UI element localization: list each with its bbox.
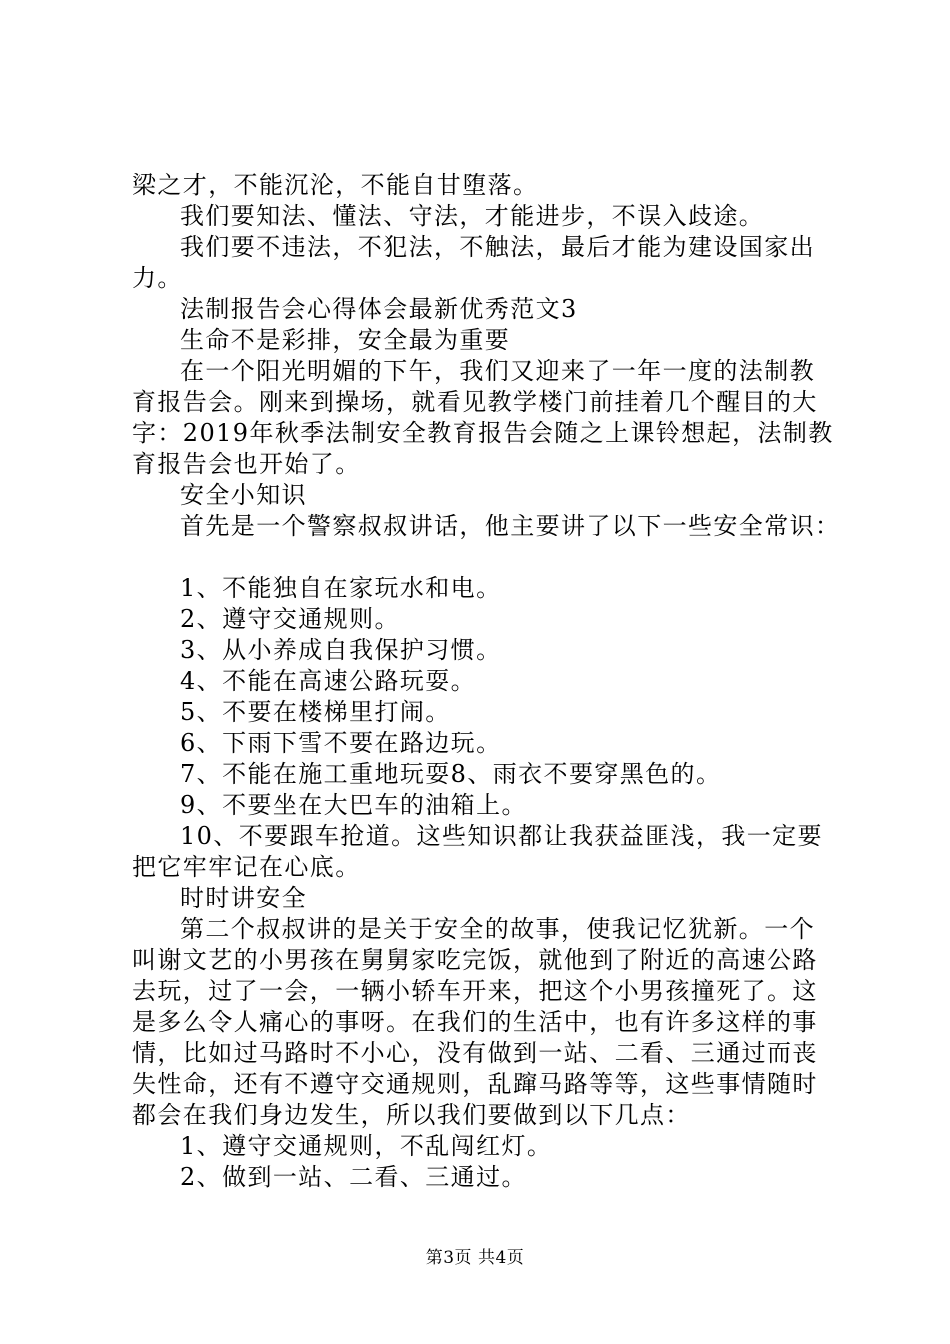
list-item: 5、不要在楼梯里打闹。: [180, 698, 451, 726]
paragraph-line: 梁之才，不能沉沦，不能自甘堕落。: [132, 171, 539, 199]
list-item: 1、遵守交通规则，不乱闯红灯。: [180, 1132, 553, 1160]
list-item: 7、不能在施工重地玩耍8、雨衣不要穿黑色的。: [180, 760, 722, 788]
paragraph-line: 育报告会。刚来到操场，就看见教学楼门前挂着几个醒目的大: [132, 388, 818, 416]
paragraph-line: 去玩，过了一会，一辆小轿车开来，把这个小男孩撞死了。这: [132, 977, 818, 1005]
document-body: [132, 170, 842, 1193]
paragraph-line: 在一个阳光明媚的下午，我们又迎来了一年一度的法制教: [180, 357, 815, 385]
section-heading: 安全小知识: [180, 481, 307, 509]
list-item: 2、遵守交通规则。: [180, 605, 400, 633]
paragraph-line: 是多么令人痛心的事呀。在我们的生活中，也有许多这样的事: [132, 1008, 818, 1036]
list-item: 3、从小养成自我保护习惯。: [180, 636, 502, 664]
page-number-footer: 第3页 共4页: [425, 1248, 525, 1268]
paragraph-line: 首先是一个警察叔叔讲话，他主要讲了以下一些安全常识：: [180, 512, 841, 540]
section-title: 法制报告会心得体会最新优秀范文3: [180, 295, 578, 323]
paragraph-line: 叫谢文艺的小男孩在舅舅家吃完饭，就他到了附近的高速公路: [132, 946, 818, 974]
paragraph-line: 都会在我们身边发生，所以我们要做到以下几点：: [132, 1101, 691, 1129]
paragraph-line: 字：2019年秋季法制安全教育报告会随之上课铃想起，法制教: [132, 419, 834, 447]
paragraph-line: 力。: [132, 264, 183, 292]
paragraph-line: 育报告会也开始了。: [132, 450, 361, 478]
list-item: 9、不要坐在大巴车的油箱上。: [180, 791, 527, 819]
paragraph-line: 把它牢牢记在心底。: [132, 853, 361, 881]
list-item: 1、不能独自在家玩水和电。: [180, 574, 502, 602]
list-item: 6、下雨下雪不要在路边玩。: [180, 729, 502, 757]
list-item: 4、不能在高速公路玩耍。: [180, 667, 477, 695]
paragraph-line: 第二个叔叔讲的是关于安全的故事，使我记忆犹新。一个: [180, 915, 815, 943]
list-item: 10、不要跟车抢道。这些知识都让我获益匪浅，我一定要: [180, 822, 823, 850]
paragraph-line: 失性命，还有不遵守交通规则，乱蹿马路等等，这些事情随时: [132, 1070, 818, 1098]
section-subtitle: 生命不是彩排，安全最为重要: [180, 326, 511, 354]
paragraph-line: 我们要知法、懂法、守法，才能进步，不误入歧途。: [180, 202, 765, 230]
section-heading: 时时讲安全: [180, 884, 307, 912]
list-item: 2、做到一站、二看、三通过。: [180, 1163, 527, 1191]
paragraph-line: 情，比如过马路时不小心，没有做到一站、二看、三通过而丧: [132, 1039, 818, 1067]
paragraph-line: 我们要不违法，不犯法，不触法，最后才能为建设国家出: [180, 233, 815, 261]
blank-line: [132, 542, 842, 573]
